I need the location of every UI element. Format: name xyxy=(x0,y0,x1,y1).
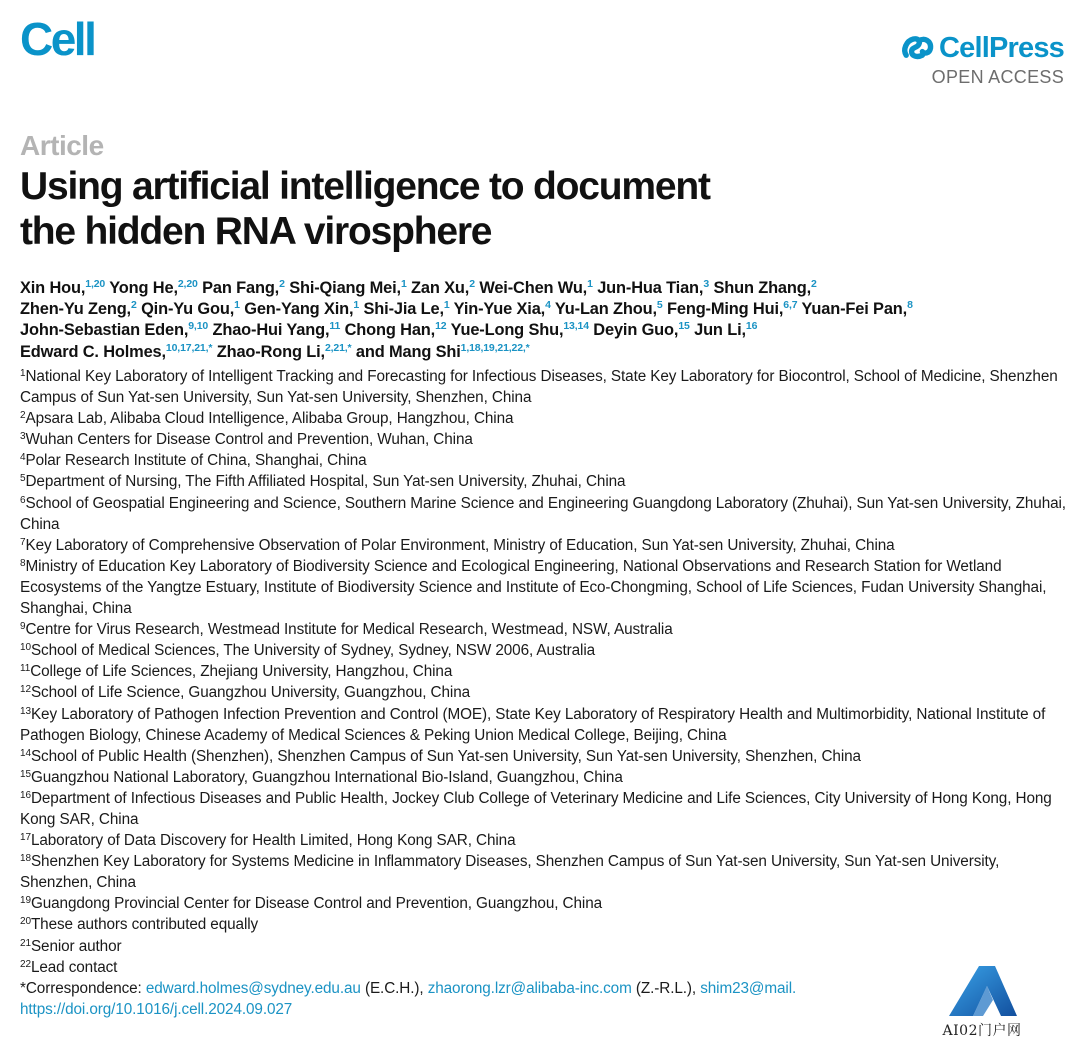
author-affiliation-marker: 1 xyxy=(443,299,450,312)
title-line-2: the hidden RNA virosphere xyxy=(20,210,492,253)
affiliation-entry xyxy=(20,366,1068,408)
author-name: Zhao-Hui Yang, xyxy=(212,321,330,340)
affiliation-number: 16 xyxy=(20,789,31,801)
affiliation-entry xyxy=(20,746,1068,767)
author-name: Gen-Yang Xin, xyxy=(244,300,354,319)
affiliation-text: College of Life Sciences, Zhejiang University, Hangzhou, China xyxy=(30,663,453,681)
affiliation-number: 21 xyxy=(20,937,31,949)
affiliation-entry xyxy=(20,914,1068,935)
author-name: Zhao-Rong Li, xyxy=(216,342,325,361)
affiliation-number: 4 xyxy=(20,452,26,464)
affiliation-text: Centre for Virus Research, Westmead Institute for Medical Research, Westmead, NSW, Australia xyxy=(25,621,673,639)
affiliation-text: School of Geospatial Engineering and Science, Southern Marine Science and Engineering Guangdong Laboratory (Zhuhai), Sun Yat-sen University, Zhuhai, China xyxy=(20,494,1066,533)
affiliation-text: School of Life Science, Guangzhou University, Guangzhou, China xyxy=(30,684,471,702)
affiliation-text: Apsara Lab, Alibaba Cloud Intelligence, Alibaba Group, Hangzhou, China xyxy=(25,410,514,428)
author-affiliation-marker: 2,20 xyxy=(177,278,198,290)
author-affiliation-marker: 3 xyxy=(703,278,710,290)
author-name: Qin-Yu Gou, xyxy=(141,300,235,319)
author-affiliation-marker: 1 xyxy=(400,278,407,290)
author-affiliation-marker: 2 xyxy=(811,278,817,290)
affiliation-entry xyxy=(20,851,1068,893)
author-affiliation-marker: 1 xyxy=(353,299,360,312)
email-link-li[interactable]: zhaorong.lzr@alibaba-inc.com xyxy=(427,979,632,997)
affiliation-entry xyxy=(20,493,1068,535)
author-line xyxy=(20,320,1070,341)
affiliation-text: Key Laboratory of Comprehensive Observation of Polar Environment, Ministry of Education, Sun Yat-sen University, Zhuhai, China xyxy=(25,536,895,554)
affiliation-number: 15 xyxy=(20,768,31,780)
email-link-shi[interactable]: shim23@mail. xyxy=(700,979,797,997)
author-affiliation-marker: 1 xyxy=(587,278,593,290)
author-name: Yuan-Fei Pan, xyxy=(801,300,908,319)
affiliation-text: Department of Nursing, The Fifth Affiliated Hospital, Sun Yat-sen University, Zhuhai, China xyxy=(25,473,626,491)
affiliation-text: School of Medical Sciences, The University of Sydney, Sydney, NSW 2006, Australia xyxy=(30,642,596,660)
affiliation-number: 14 xyxy=(20,747,31,759)
affiliation-number: 11 xyxy=(20,663,31,675)
author-name: Zhen-Yu Zeng, xyxy=(20,300,131,319)
doi-link[interactable]: https://doi.org/10.1016/j.cell.2024.09.027 xyxy=(20,1000,293,1018)
correspondence-label: *Correspondence: xyxy=(20,979,146,997)
author-name: Shi-Jia Le, xyxy=(363,300,444,319)
author-name: Yu-Lan Zhou, xyxy=(554,300,657,319)
cellpress-swirl-icon xyxy=(899,30,935,66)
author-affiliation-marker: 16 xyxy=(745,320,758,333)
affiliation-entry xyxy=(20,450,1068,471)
author-affiliation-marker: 11 xyxy=(329,320,341,333)
correspondence-line xyxy=(20,978,1068,999)
author-line xyxy=(20,299,1070,320)
affiliation-number: 8 xyxy=(20,557,26,569)
affiliation-number: 20 xyxy=(20,916,31,928)
author-affiliation-marker: 10,17,21,* xyxy=(165,341,213,354)
affiliation-entry xyxy=(20,957,1068,978)
author-name: Jun-Hua Tian, xyxy=(597,279,704,297)
correspondence-initials-1: (E.C.H.), xyxy=(360,979,428,997)
author-line xyxy=(20,278,1070,299)
affiliation-text: Ministry of Education Key Laboratory of Biodiversity Science and Ecological Engineering, National Observations and Research Station for Wetland Ecosystems of the Yangtze Estuary, Institute of Biodiversity Science and Institute of Eco-Chongming, School of Life Sciences, Fudan University Shanghai, Shanghai, China xyxy=(20,557,1047,618)
email-link-holmes[interactable]: edward.holmes@sydney.edu.au xyxy=(145,979,361,997)
article-title xyxy=(20,164,920,254)
author-name: Yin-Yue Xia, xyxy=(453,300,546,319)
cellpress-logo xyxy=(899,30,1064,86)
watermark xyxy=(930,964,1034,1040)
affiliation-entry xyxy=(20,661,1068,682)
author-affiliation-marker: 9,10 xyxy=(188,320,209,333)
author-affiliation-marker: 8 xyxy=(907,299,913,312)
affiliation-entry xyxy=(20,471,1068,492)
affiliation-number: 7 xyxy=(20,536,26,548)
affiliation-entry xyxy=(20,640,1068,661)
title-line-1: Using artificial intelligence to document xyxy=(20,165,710,208)
author-affiliation-marker: 2 xyxy=(469,278,475,290)
author-name: Xin Hou, xyxy=(20,279,86,297)
author-name: Zan Xu, xyxy=(411,279,470,297)
author-affiliation-marker: 2 xyxy=(130,299,137,312)
affiliation-number: 17 xyxy=(20,832,31,844)
journal-logo: Cell xyxy=(20,13,95,65)
affiliation-entry xyxy=(20,936,1068,957)
author-list xyxy=(20,278,1070,363)
affiliation-text: These authors contributed equally xyxy=(30,916,259,934)
author-name: Shi-Qiang Mei, xyxy=(289,279,401,297)
author-name: Edward C. Holmes, xyxy=(20,342,166,361)
affiliation-number: 12 xyxy=(20,684,31,696)
author-name: Shun Zhang, xyxy=(713,279,812,297)
affiliation-number: 19 xyxy=(20,895,31,907)
affiliation-entry xyxy=(20,682,1068,703)
affiliation-text: Senior author xyxy=(30,937,122,955)
affiliation-number: 13 xyxy=(20,705,31,717)
affiliation-entry xyxy=(20,830,1068,851)
affiliation-text: National Key Laboratory of Intelligent Tracking and Forecasting for Infectious Diseases, State Key Laboratory for Biocontrol, School of Medicine, Shenzhen Campus of Sun Yat-sen University, Sun Yat-sen University, Shenzhen, China xyxy=(20,368,1058,407)
affiliation-number: 22 xyxy=(20,958,31,970)
affiliation-number: 5 xyxy=(20,473,26,485)
open-access-label: OPEN ACCESS xyxy=(931,67,1064,87)
affiliation-text: Lead contact xyxy=(30,958,118,976)
affiliation-text: Wuhan Centers for Disease Control and Prevention, Wuhan, China xyxy=(25,431,473,449)
author-affiliation-marker: 12 xyxy=(435,320,447,333)
affiliation-number: 10 xyxy=(20,642,31,654)
author-name: John-Sebastian Eden, xyxy=(20,321,189,340)
author-name: Yong He, xyxy=(109,279,178,297)
affiliation-number: 1 xyxy=(20,368,26,379)
author-affiliation-marker: 2,21,* xyxy=(324,341,352,354)
author-affiliation-marker: 4 xyxy=(545,299,551,312)
author-affiliation-marker: 1,20 xyxy=(85,278,106,290)
affiliation-number: 3 xyxy=(20,431,26,443)
affiliation-text: Shenzhen Key Laboratory for Systems Medicine in Inflammatory Diseases, Shenzhen Campus of Sun Yat-sen University, Sun Yat-sen University, Shenzhen, China xyxy=(20,853,1000,892)
author-name: and Mang Shi xyxy=(355,342,461,361)
watermark-text: AI02门户网 xyxy=(942,1023,1022,1039)
affiliation-text: Laboratory of Data Discovery for Health Limited, Hong Kong SAR, China xyxy=(30,832,516,850)
affiliation-text: School of Public Health (Shenzhen), Shenzhen Campus of Sun Yat-sen University, Sun Yat-sen University, Shenzhen, China xyxy=(30,747,861,765)
affiliation-number: 2 xyxy=(20,410,26,422)
affiliation-entry xyxy=(20,408,1068,429)
author-affiliation-marker: 15 xyxy=(678,320,690,333)
affiliation-entry xyxy=(20,619,1068,640)
author-name: Yue-Long Shu, xyxy=(450,321,564,340)
affiliation-number: 18 xyxy=(20,853,31,865)
affiliation-entry xyxy=(20,535,1068,556)
author-line xyxy=(20,342,1070,363)
author-affiliation-marker: 1,18,19,21,22,* xyxy=(460,341,530,354)
publisher-name: CellPress xyxy=(939,31,1064,64)
correspondence-initials-2: (Z.-R.L.), xyxy=(631,979,701,997)
affiliation-text: Department of Infectious Diseases and Public Health, Jockey Club College of Veterinary Medicine and Life Sciences, City University of Hong Kong, Hong Kong SAR, China xyxy=(20,789,1052,828)
affiliations-list xyxy=(20,366,1068,1020)
author-name: Feng-Ming Hui, xyxy=(667,300,784,319)
affiliation-entry xyxy=(20,767,1068,788)
article-type-label: Article xyxy=(20,130,104,161)
author-affiliation-marker: 6,7 xyxy=(783,299,798,312)
author-affiliation-marker: 1 xyxy=(234,299,240,312)
author-affiliation-marker: 5 xyxy=(656,299,663,312)
author-name: Deyin Guo, xyxy=(593,321,679,340)
ai-portal-logo-icon xyxy=(939,964,1025,1018)
affiliation-entry xyxy=(20,704,1068,746)
author-name: Wei-Chen Wu, xyxy=(479,279,588,297)
affiliation-number: 6 xyxy=(20,494,26,506)
affiliation-text: Key Laboratory of Pathogen Infection Prevention and Control (MOE), State Key Laboratory of Respiratory Health and Multimorbidity, National Institute of Pathogen Biology, Chinese Academy of Medical Sciences & Peking Union Medical College, Beijing, China xyxy=(20,705,1046,744)
affiliation-text: Guangzhou National Laboratory, Guangzhou International Bio-Island, Guangzhou, China xyxy=(30,768,623,786)
author-name: Pan Fang, xyxy=(202,279,280,297)
affiliation-text: Polar Research Institute of China, Shanghai, China xyxy=(25,452,367,470)
affiliation-entry xyxy=(20,429,1068,450)
author-name: Chong Han, xyxy=(344,321,436,340)
affiliation-number: 9 xyxy=(20,621,26,633)
affiliation-entry xyxy=(20,893,1068,914)
author-affiliation-marker: 13,14 xyxy=(563,320,589,333)
author-affiliation-marker: 2 xyxy=(279,278,285,290)
affiliation-entry xyxy=(20,788,1068,830)
affiliation-entries xyxy=(20,366,1068,978)
affiliation-text: Guangdong Provincial Center for Disease Control and Prevention, Guangzhou, China xyxy=(30,895,603,913)
author-name: Jun Li, xyxy=(694,321,746,340)
affiliation-entry xyxy=(20,556,1068,619)
